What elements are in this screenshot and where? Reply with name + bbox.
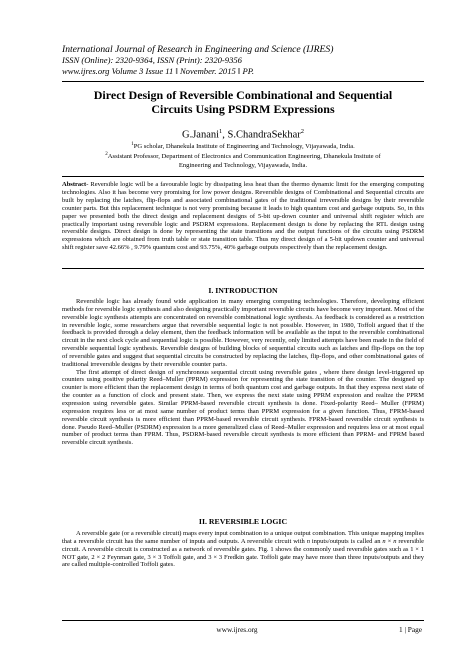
abstract	[62, 181, 424, 252]
section-1-heading: I. INTRODUCTION	[208, 286, 278, 295]
affiliation-2-text: Assistant Professor, Department of Electronics and Communication Engineering, Dhanekula Insitute of	[107, 153, 381, 161]
section-1-body	[62, 298, 424, 447]
footer-url: www.ijres.org	[216, 625, 258, 634]
paper-title	[62, 88, 424, 116]
journal-issn: ISSN (Online): 2320-9364, ISSN (Print): 2320-9356	[62, 55, 242, 65]
header-rule	[62, 81, 424, 82]
author-1-sup: 1	[219, 128, 223, 135]
abstract-top-rule	[62, 176, 424, 177]
author-1: G.Janani	[182, 129, 220, 141]
affiliations	[62, 141, 424, 170]
journal-name: International Journal of Research in Engineering and Science (IJRES)	[62, 44, 334, 55]
author-list	[62, 126, 424, 142]
section-2-body	[62, 530, 424, 569]
section-2-text-a: A reversible gate (or a reversible circuit) maps every input combination to a unique output combination. This unique mapping implies that a reversible circuit has the same number of inputs and outputs. A reversible circuit with	[62, 530, 424, 545]
section-2-text-b: inputs/outputs is called an	[309, 537, 383, 545]
section-2-para-1	[62, 530, 424, 569]
journal-volume: www.ijres.org Volume 3 Issue 11 ǁ November. 2015 ǁ PP.	[62, 66, 255, 76]
abstract-text: - Reversible logic will be a favourable logic by dissipating less heat than the thermo dynamic limit for the emerging computing technologies. Also it has become very promising for low power designs. Reversible designs of Combinational and Sequential circuits are built by replacing the latches, flip-flops and associated combinational gates of the traditional irreversible designs by their reversible counter parts. But this replacement technique is not very promising because it leads to high quantum cost and garbage outputs. So, in this paper we presented both the direct design and replacement designs of 5-bit up-down counter and universal shift register which are practically important using reversible logic and PSDRM expressions. Replacement design is done by replacing the RTL design using reversible designs. Direct design is done by representing the state transitions and the output functions of the circuits using PSDRM expressions which are obtained from truth table or state transition table. Thus my direct design of a 5-bit updown counter and universal shift register save 42.66% , 9.79% quantum cost and 93.75%, 40% garbage outputs respectively than the replacement design.	[62, 181, 424, 252]
affiliation-1-text: PG scholar, Dhanekula Institute of Engineering and Technology, Vijayawada, India.	[133, 143, 355, 151]
var-n-2: n	[382, 537, 386, 545]
footer-page-number: 1 | Page	[399, 625, 422, 634]
affiliation-1	[62, 141, 424, 151]
affiliation-1-sup: 1	[131, 142, 134, 147]
abstract-label: Abstract	[62, 181, 87, 188]
section-2-text-c: reversible circuit. A reversible circuit is constructed as a network of reversible gates. Fig. 1 shows the commonly used reversible gates such as 1 × 1 NOT gate, 2 × 2 Feynman gate, 3 × 3 Toffoli gate, and 3 × 3 Fredkin gate. Toffoli gate may have more than three inputs/outputs and they are called multiple-controlled Toffoli gates.	[62, 537, 424, 569]
affiliation-2	[62, 151, 424, 161]
title-line-2: Circuits Using PSDRM Expressions	[151, 102, 335, 116]
abstract-bottom-rule	[62, 268, 424, 269]
section-1-para-2: The first attempt of direct design of synchronous sequential circuit using reversible gates , where there design level-triggered up counters using positive polarity Reed–Muller (PPRM) expression for representing the state transition of the counter. The designed up counter is more efficient than the replacement design in terms of both quantum cost and garbage outputs. In that they express next state of the counter as a function of clock and present state. Then, we express the next state using PPRM expression and realize the PPRM expression using reversible gates. Similar PPRM-based reversible circuit synthesis is done. Fixed-polarity Reed– Muller (FPRM) expression requires less or at most same number of product terms than PPRM expression for a given function. Thus, FPRM-based reversible circuit synthesis is more efficient than PPRM-based reversible circuit synthesis. FPRM-based reversible circuit synthesis is done. Pseudo Reed–Muller (PSDRM) expression is a more generalized class of Reed–Muller expression and requires less or at most equal number of product terms than FPRM. Thus, PSDRM-based reversible circuit synthesis is more efficient than PPRM- and FPRM based reversible circuit synthesis.	[62, 368, 424, 447]
section-1-para-1: Reversible logic has already found wide application in many emerging computing technologies. Therefore, developing efficient methods for reversible logic synthesis and also designing practically important reversible circuits have become very important. Most of the reversible logic synthesis attempts are concentrated on reversible combinational logic synthesis. As feedback is considered as a restriction in reversible logic, some researchers argue that reversible sequential logic is not possible. However, in 1980, Toffoli argued that if the feedback is provided through a delay element, then the feedback information will be available as the input to the reversible combinational circuit in the next clock cycle and sequential logic is possible. However, very recently, only limited attempts have been made in the field of reversible sequential logic synthesis. Reversible designs of building blocks of sequential circuits such as latches and flip-flops on the top of reversible gates and suggest that sequential circuits be constructed by replacing the latches, flip-flops, and other combinational gates of traditional irreversible designs by their reversible counter parts.	[62, 298, 424, 368]
title-line-1: Direct Design of Reversible Combinational and Sequential	[93, 88, 393, 102]
author-separator: ,	[222, 129, 228, 141]
var-n-3: n	[393, 537, 397, 545]
times-symbol: ×	[385, 537, 394, 545]
section-2-heading: II. REVERSIBLE LOGIC	[198, 517, 288, 526]
author-2: S.ChandraSekhar	[227, 129, 301, 141]
journal-header	[62, 44, 422, 77]
author-2-sup: 2	[300, 128, 304, 135]
affiliation-2-sup: 2	[105, 152, 108, 158]
var-n-1: n	[306, 537, 310, 545]
footer-rule	[62, 620, 424, 621]
affiliation-2-cont: Engineering and Technology, Vijayawada, India.	[178, 161, 308, 169]
